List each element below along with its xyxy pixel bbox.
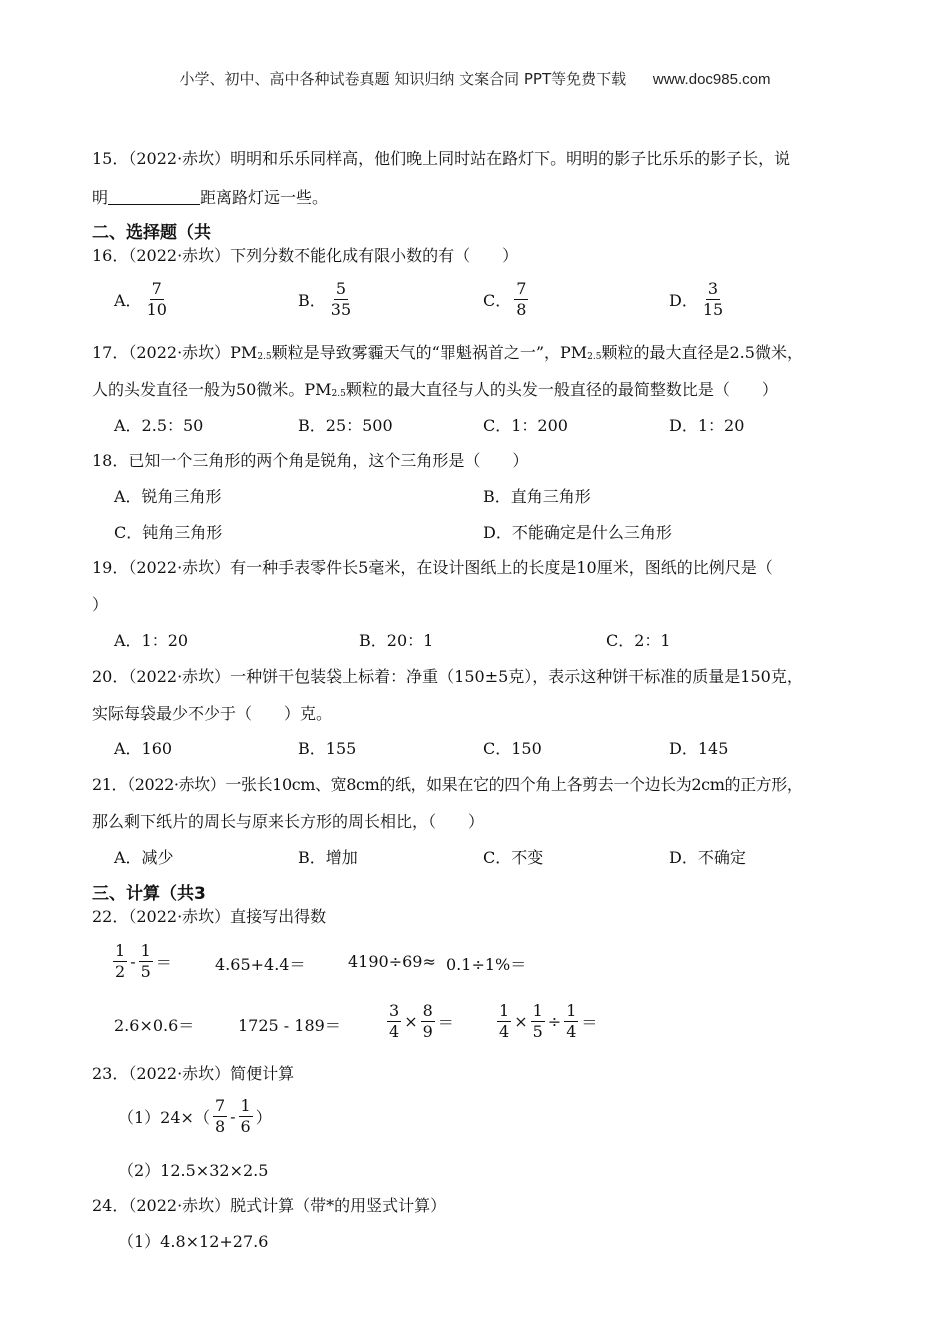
q21-option-a[interactable]: A．减少 (114, 848, 174, 867)
denominator: 5 (140, 961, 151, 981)
denominator: 4 (499, 1021, 510, 1041)
q21-option-b[interactable]: B．增加 (298, 848, 358, 867)
fraction (531, 1002, 545, 1040)
q21-option-c[interactable]: C．不变 (483, 848, 544, 867)
q19-option-c[interactable]: C．2：1 (606, 631, 671, 650)
times-sign: × (514, 1011, 528, 1031)
q22-item-7 (384, 1002, 454, 1040)
fraction (701, 280, 725, 318)
numerator: 7 (214, 1096, 226, 1115)
q15-post: 距离路灯远一些。 (200, 188, 329, 207)
answer-blank[interactable] (108, 188, 200, 205)
q18-option-d[interactable]: D．不能确定是什么三角形 (483, 523, 672, 542)
denominator: 5 (532, 1021, 543, 1041)
q23-part-2: （2）12.5×32×2.5 (118, 1161, 269, 1180)
q22-item-8 (494, 1002, 597, 1040)
page-header (0, 68, 950, 89)
fraction (239, 1097, 253, 1135)
q17-text-4: 人的头发直径一般为50微米。PM (92, 380, 332, 399)
numerator: 3 (707, 279, 719, 298)
fraction (329, 280, 353, 318)
numerator: 1 (566, 1001, 577, 1020)
section-3-title: 三、计算（共3 (92, 884, 206, 904)
subscript: 2.5 (257, 352, 272, 362)
q19-line1: 19．（2022·赤坎）有一种手表零件长5毫米，在设计图纸上的长度是10厘米，图纸的比例尺是（ (92, 558, 773, 577)
q21-line1: 21．（2022·赤坎）一张长10cm、宽8cm的纸，如果在它的四个角上各剪去一个边长为2cm的正方形， (92, 775, 803, 794)
fraction (564, 1002, 578, 1040)
numerator: 3 (389, 1001, 400, 1020)
option-label: A． (114, 290, 142, 310)
q23-part-1-pre: （1）24×（ (118, 1107, 210, 1127)
q18-option-c[interactable]: C．钝角三角形 (114, 523, 223, 542)
denominator: 10 (146, 299, 167, 319)
numerator: 1 (115, 941, 126, 960)
minus-sign: - (130, 951, 136, 971)
equals-sign: ＝ (155, 952, 172, 972)
denominator: 9 (422, 1021, 433, 1041)
numerator: 1 (140, 941, 151, 960)
q23-part-1-post: ） (255, 1107, 272, 1127)
fraction (514, 280, 528, 318)
option-label: B． (298, 290, 326, 310)
numerator: 7 (516, 279, 527, 298)
equals-sign: ＝ (437, 1012, 454, 1032)
denominator: 15 (702, 299, 724, 319)
q23-part-1 (118, 1097, 272, 1135)
numerator: 8 (422, 1001, 433, 1020)
q19-line2: ） (92, 595, 109, 614)
q22-item-5: 2.6×0.6＝ (114, 1016, 195, 1035)
q18-stem: 18．已知一个三角形的两个角是锐角，这个三角形是（ ） (92, 451, 529, 470)
q16-option-c[interactable] (483, 280, 531, 318)
q17-option-a[interactable]: A．2.5：50 (114, 416, 204, 435)
denominator: 35 (330, 299, 352, 319)
denominator: 8 (214, 1116, 226, 1136)
q20-option-a[interactable]: A．160 (114, 739, 173, 758)
q17-option-c[interactable]: C．1：200 (483, 416, 568, 435)
q22-item-4: 0.1÷1%＝ (446, 955, 527, 974)
q24-stem: 24．（2022·赤坎）脱式计算（带*的用竖式计算） (92, 1196, 447, 1215)
header-text: 小学、初中、高中各种试卷真题 知识归纳 文案合同 PPT等免费下载 (179, 70, 627, 88)
numerator: 1 (240, 1096, 251, 1115)
numerator: 1 (499, 1001, 510, 1020)
fraction (421, 1002, 435, 1040)
q15-pre: 明 (92, 188, 109, 207)
q22-item-3: 4190÷69≈ (348, 952, 436, 971)
q20-option-c[interactable]: C．150 (483, 739, 542, 758)
q20-option-d[interactable]: D．145 (669, 739, 729, 758)
q22-item-6: 1725 - 189＝ (238, 1016, 341, 1035)
fraction (145, 280, 169, 318)
fraction (387, 1002, 401, 1040)
fraction (139, 942, 153, 980)
q23-stem: 23．（2022·赤坎）简便计算 (92, 1064, 295, 1083)
q15-line2 (92, 185, 328, 208)
denominator: 8 (516, 299, 527, 319)
q17-text-5: 颗粒的最大直径与人的头发一般直径的最简整数比是（ ） (345, 380, 778, 399)
option-label: C． (483, 290, 512, 310)
q18-option-a[interactable]: A．锐角三角形 (114, 487, 222, 506)
q15-line1: 15．（2022·赤坎）明明和乐乐同样高，他们晚上同时站在路灯下。明明的影子比乐乐的影子长，说 (92, 149, 791, 168)
q17-text-3: 颗粒的最大直径是2.5微米， (601, 343, 803, 362)
denominator: 4 (389, 1021, 400, 1041)
numerator: 5 (335, 279, 347, 298)
q16-stem: 16．（2022·赤坎）下列分数不能化成有限小数的有（ ） (92, 246, 519, 265)
q21-option-d[interactable]: D．不确定 (669, 848, 746, 867)
option-label: D． (669, 290, 698, 310)
section-2-title: 二、选择题（共 (92, 223, 211, 243)
q22-stem: 22．（2022·赤坎）直接写出得数 (92, 907, 327, 926)
q17-line1 (92, 340, 803, 363)
divide-sign: ÷ (547, 1011, 562, 1031)
q17-option-b[interactable]: B．25：500 (298, 416, 393, 435)
denominator: 6 (240, 1116, 251, 1136)
q21-line2: 那么剩下纸片的周长与原来长方形的周长相比，（ ） (92, 812, 485, 831)
q16-option-d[interactable] (669, 280, 728, 318)
fraction (213, 1097, 227, 1135)
fraction (113, 942, 127, 980)
denominator: 2 (115, 961, 126, 981)
q19-option-a[interactable]: A．1：20 (114, 631, 189, 650)
q24-part-1: （1）4.8×12+27.6 (118, 1232, 269, 1251)
q18-option-b[interactable]: B．直角三角形 (483, 487, 591, 506)
header-url[interactable]: www.doc985.com (652, 71, 771, 88)
q19-option-b[interactable]: B．20：1 (359, 631, 434, 650)
q16-option-b[interactable] (298, 280, 356, 318)
q20-line1: 20．（2022·赤坎）一种饼干包装袋上标着：净重（150±5克），表示这种饼干标准的质量是150克， (92, 667, 803, 686)
fraction (497, 1002, 511, 1040)
minus-sign: - (230, 1106, 236, 1126)
q20-line2: 实际每袋最少不少于（ ）克。 (92, 704, 333, 723)
numerator: 1 (532, 1001, 543, 1020)
q17-option-d[interactable]: D．1：20 (669, 416, 745, 435)
q17-text-2: 颗粒是导致雾霾天气的“罪魁祸首之一”，PM (271, 343, 588, 362)
q20-option-b[interactable]: B．155 (298, 739, 357, 758)
subscript: 2.5 (331, 389, 346, 399)
q17-text-1: 17．（2022·赤坎）PM (92, 343, 258, 362)
numerator: 7 (151, 279, 162, 298)
q16-option-a[interactable] (114, 280, 172, 318)
times-sign: × (404, 1011, 418, 1031)
q22-item-2: 4.65+4.4＝ (215, 955, 306, 974)
q17-line2 (92, 377, 778, 400)
subscript: 2.5 (587, 352, 602, 362)
denominator: 4 (566, 1021, 577, 1041)
equals-sign: ＝ (581, 1012, 598, 1032)
q22-item-1 (110, 942, 172, 980)
